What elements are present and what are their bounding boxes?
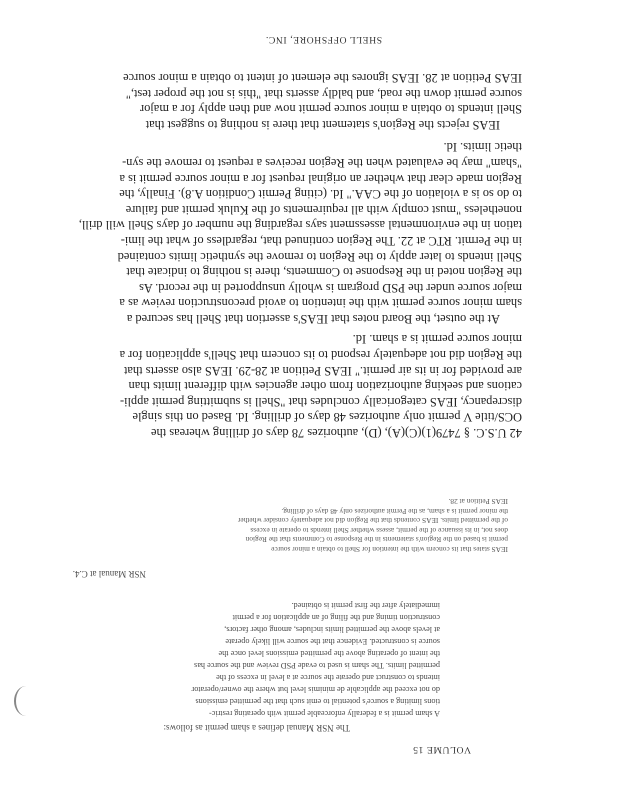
scan-edge-mark bbox=[14, 686, 38, 716]
body-line: Shell intends to later apply to the Region to remove the synthetic limits contained bbox=[117, 249, 522, 264]
body-line: Shell intends to obtain a minor source permit now and then apply for a major bbox=[140, 102, 522, 117]
definition-block bbox=[164, 722, 350, 734]
definition-line: source is constructed. Evidence that the source will likely operate bbox=[225, 637, 440, 646]
paragraph-two bbox=[78, 139, 522, 326]
definition-line: construction timing and the filing of an application for a permit bbox=[232, 613, 440, 622]
running-header: SHELL OFFSHORE, INC. bbox=[265, 34, 382, 45]
definition-line: the intent of operating above the permitted emissions level once the bbox=[218, 649, 440, 658]
body-line: "sham" may be evaluated when the Region receives a request to remove the syn- bbox=[122, 156, 522, 171]
body-line: OCS/title V permit only authorizes 48 days of drilling. Id. Based on this single bbox=[132, 410, 522, 425]
definition-line: do not exceed the applicable de minimis level but where the owner/operator bbox=[191, 685, 440, 694]
body-line: discrepancy, IEAS categorically concludes that "Shell is submitting permit appli- bbox=[119, 394, 522, 409]
body-line: the Region noted in the Response to Comments, there is nothing to indicate that bbox=[126, 265, 522, 280]
body-line: IEAS Petition at 28. IEAS ignores the element of intent to obtain a minor source bbox=[123, 71, 522, 86]
definition-intro: The NSR Manual defines a sham permit as follows: bbox=[163, 723, 350, 733]
definition-line: permitted limits. The sham is used to evade PSD review and the source has bbox=[194, 661, 440, 670]
paragraph-one bbox=[92, 331, 522, 440]
body-line: in the Permit. RTC at 22. The Region continued that, regardless of what the limi- bbox=[120, 234, 522, 249]
body-line: source permit down the road, and baldly asserts that "this is not the proper test," bbox=[125, 86, 522, 101]
footnote-line: of the permitted limits. IEAS contends that the Region did not adequately consider whether bbox=[237, 516, 508, 526]
definition-citation: NSR Manual at C.4. bbox=[72, 569, 146, 579]
body-line: thetic limits. Id. bbox=[443, 140, 522, 155]
footnote-line: does not, in its issuance of the permit, assess whether Shell intends to operate in excess bbox=[250, 526, 508, 535]
footnote-line: IEAS states that its concern with the intention for Shell to obtain a minor source bbox=[271, 545, 508, 554]
footnote-line: the minor permit is a sham, as the Permit authorizes only 48 days of drilling. bbox=[281, 507, 508, 516]
body-line: are provided for in its air permit." IEAS Petition at 28-29. IEAS also asserts that bbox=[123, 363, 522, 378]
body-line: 42 U.S.C. § 7479(1)(C)(A), (D), authorizes 78 days of drilling whereas the bbox=[151, 426, 522, 440]
body-line: Region made clear that whether an original request for a minor source permit is a bbox=[119, 171, 522, 186]
body-line: the Region did not adequately respond to its concern that Shell's application for a bbox=[119, 348, 522, 363]
body-line: IEAS rejects the Region's statement that there is nothing to suggest that bbox=[145, 118, 500, 132]
definition-line: A sham permit is a federally enforceable permit with operating restric- bbox=[209, 709, 440, 718]
body-line: nonetheless "must comply with all requirements of the Kuluk permit and failure bbox=[125, 202, 522, 217]
definition-line: tions limiting a source's potential to emit such that the permitted emissions bbox=[195, 697, 440, 706]
definition-line: intends to construct and operate the source at a level in excess of the bbox=[216, 673, 440, 682]
definition-line: immediately after the first permit is obtained. bbox=[291, 601, 440, 610]
footnote-line: IEAS Petition at 28. bbox=[448, 497, 508, 507]
definition-line: at levels above the permitted limits includes, among other factors, bbox=[224, 625, 440, 634]
body-line: At the outset, the Board notes that IEAS's assertion that Shell has secured a bbox=[126, 312, 500, 326]
body-line: sham minor source permit with the intention to avoid preconstruction review as a bbox=[119, 296, 522, 311]
definition-quote bbox=[120, 599, 440, 719]
body-line: minor source permit is a sham. Id. bbox=[352, 332, 522, 347]
body-line: major source under the PSD program is wholly unsupported in the record. As bbox=[138, 280, 522, 295]
body-line: to do so is a violation of the CAA." Id. (citing Permit Condition A.8). Finally, the bbox=[119, 187, 522, 202]
body-line: tation in the environmental assessment says regarding the number of days Shell will drill, bbox=[78, 218, 522, 233]
footnote bbox=[96, 497, 508, 554]
volume-footer: VOLUME 15 bbox=[412, 744, 471, 755]
paragraph-three bbox=[92, 70, 522, 132]
footnote-line: permit is based on the Region's statements in the Response to Comments that the Region bbox=[245, 535, 508, 545]
body-line: cations and seeking authorization from other agencies with different limits than bbox=[128, 379, 522, 394]
